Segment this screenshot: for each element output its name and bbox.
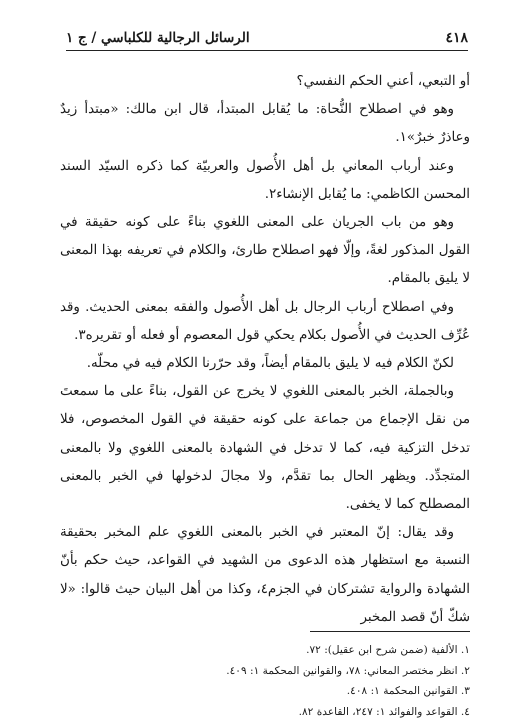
footnote: ٤. القواعد والفوائد ١: ٢٤٧، القاعدة ٨٢. — [60, 702, 470, 722]
page-number: ٤١٨ — [445, 30, 468, 46]
paragraph: وهو من باب الجريان على المعنى اللغوي بناءً على كونه حقيقة في القول المذكور لغةً، وإلّا فهو اصطلاح طارئ، والكلام في تعريفه بهذا المعنى لا يليق بالمقام. — [60, 209, 470, 294]
paragraph: وهو في اصطلاح النُّحاة: ما يُقابل المبتدأ، قال ابن مالك: «مبتدأ زيدٌ وعاذرٌ خبرٌ»١. — [60, 96, 470, 152]
paragraph: لكنّ الكلام فيه لا يليق بالمقام أيضاً، وقد حرّرنا الكلام فيه في محلّه. — [60, 350, 470, 378]
paragraph: وبالجملة، الخبر بالمعنى اللغوي لا يخرج عن القول، بناءً على ما سمعتَ من نقل الإجماع من جماعة على كونه حقيقة في القول المخصوص، فلا تدخل التزكية فيه، كما لا تدخل في الشهادة بالمعنى اللغوي ولا بالمعنى المتجدِّد. ويظهر الحال بما تقدَّم، ولا مجالَ لدخولها في الخبر بالمعنى المصطلح كما لا يخفى. — [60, 378, 470, 519]
footnote: ٣. القوانين المحكمة ١: ٤٠٨. — [60, 681, 470, 702]
footnote: ١. الألفية (ضمن شرح ابن عقيل): ٧٢. — [60, 640, 470, 661]
footnotes — [60, 640, 470, 722]
paragraph: أو التبعي، أعني الحكم النفسي؟ — [60, 68, 470, 96]
paragraph: وقد يقال: إنّ المعتبر في الخبر بالمعنى اللغوي علم المخبر بحقيقة النسبة مع استظهار هذه الدعوى من الشهيد في القواعد، حيث حكم بأنّ الشهادة والرواية تشتركان في الجزم٤، وكذا من أهل البيان حيث قالوا: «لا شكّ أنّ قصد المخبر — [60, 519, 470, 632]
body-text — [60, 68, 470, 632]
page-header — [66, 20, 468, 51]
paragraph: وعند أرباب المعاني بل أهل الأُصول والعربيّة كما ذكره السيّد السند المحسن الكاظمي: ما يُقابل الإنشاء٢. — [60, 153, 470, 209]
running-title: الرسائل الرجالية للكلباسي / ج ١ — [66, 30, 250, 46]
paragraph: وفي اصطلاح أرباب الرجال بل أهل الأُصول والفقه بمعنى الحديث. وقد عُرِّف الحديث في الأُصول بكلام يحكي قول المعصوم أو فعله أو تقريره٣. — [60, 294, 470, 350]
footnote: ٢. انظر مختصر المعاني: ٧٨، والقوانين المحكمة ١: ٤٠٩. — [60, 661, 470, 682]
footnote-divider — [310, 631, 470, 632]
